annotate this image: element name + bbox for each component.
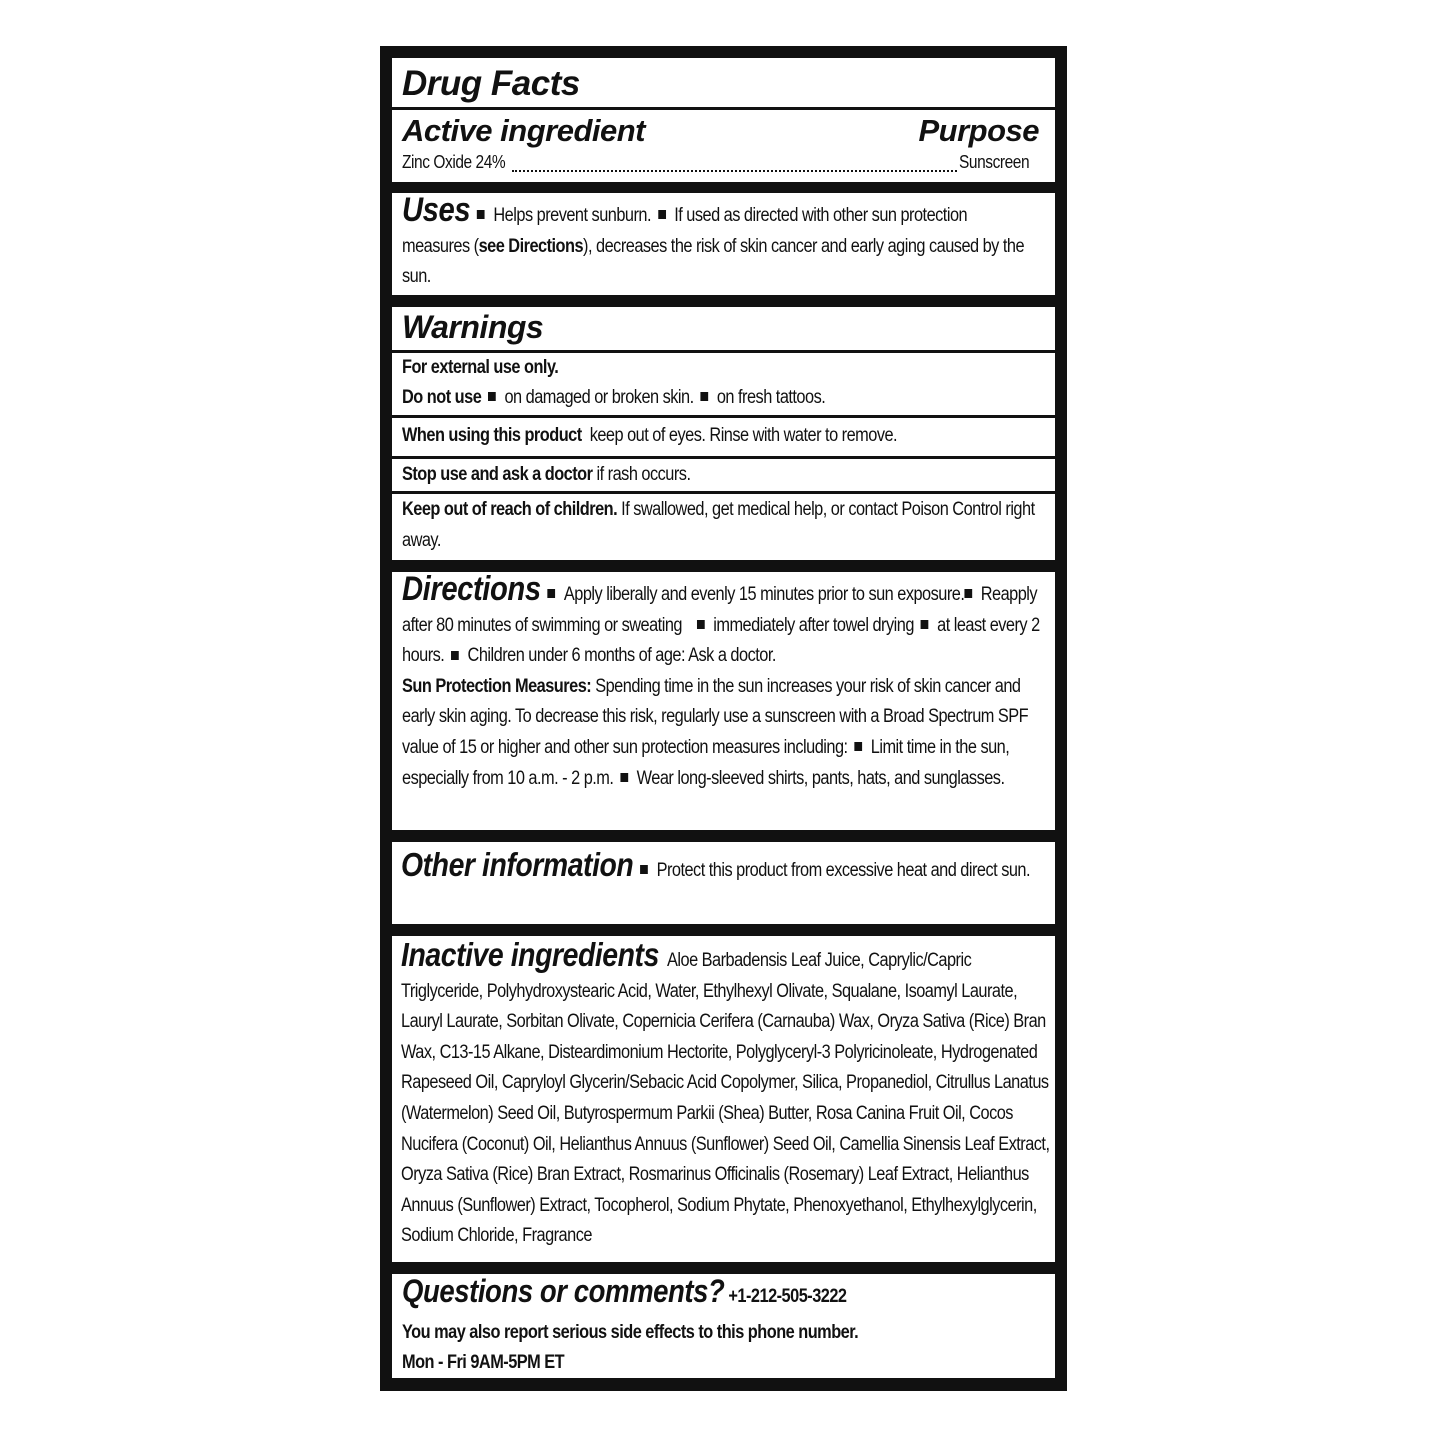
bullet-icon [620,773,628,782]
bullet-icon [854,742,862,751]
phone-number: +1-212-505-3222 [728,1286,847,1307]
active-ingredient-heading: Active ingredient [402,113,645,148]
bullet-icon [697,620,705,629]
uses-title: Uses [402,191,471,229]
purpose-heading: Purpose [918,113,1039,148]
divider [392,415,1055,418]
leader-dots [512,170,957,172]
see-directions: see Directions [478,235,584,257]
uses-item-2-end: ), decreases the risk of skin cancer and early aging caused by the sun. [402,235,1025,288]
do-not-use: Do not use on damaged or broken skin. on fresh tattoos. [402,387,826,408]
directions-title: Directions [402,570,541,608]
bullet-icon [451,651,459,660]
bullet-icon [640,865,648,874]
keep-out-of-reach: Keep out of reach of children. If swallowed, get medical help, or contact Poison Control right away. [402,499,1035,551]
divider [392,456,1055,459]
active-ingredient-name: Zinc Oxide 24% [402,152,506,172]
bullet-icon [548,589,556,598]
bullet-icon [658,210,666,219]
warnings-title: Warnings [402,309,544,345]
questions-title: Questions or comments? [402,1273,725,1309]
inactive-title: Inactive ingredients [401,936,659,973]
bullet-icon [964,589,972,598]
drug-facts-label [380,46,1067,1391]
purpose-value: Sunscreen [959,152,1030,172]
bullet-icon [477,210,485,219]
inactive-text: Inactive ingredients Aloe Barbadensis Leaf Juice, Caprylic/Capric Triglyceride, Polyhydroxystearic Acid, Water, Ethylhexyl Olivate, Squalane, Isoamyl Laurate, Lauryl Laurate, Sorbitan Olivate, Copernicia Cerifera (Carnauba) Wax, Oryza Sativa (Rice) Bran Wax, C13-15 Alkane, Disteardimonium Hectorite, Polyglyceryl-3 Polyricinoleate, Hydrogenated Rapeseed Oil, Capryloyl Glycerin/Sebacic Acid Copolymer, Silica, Propanediol, Citrullus Lanatus (Watermelon) Seed Oil, Butyrospermum Parkii (Shea) Butter, Rosa Canina Fruit Oil, Cocos Nucifera (Coconut) Oil, Helianthus Annuus (Sunflower) Seed Oil, Camellia Sinensis Leaf Extract, Oryza Sativa (Rice) Bran Extract, Rosmarinus Officinalis (Rosemary) Leaf Extract, Helianthus Annuus (Sunflower) Extract, Tocopherol, Sodium Phytate, Phenoxyethanol, Ethylhexylglycerin, Sodium Chloride, Fragrance [401,936,1050,1247]
hours-line: Mon - Fri 9AM-5PM ET [402,1352,565,1373]
drug-facts-panel [392,58,1055,182]
when-using: When using this product keep out of eyes. Rinse with water to remove. [402,425,898,446]
divider [392,491,1055,494]
other-info-text: Other information Protect this product from excessive heat and direct sun. [401,846,1031,883]
bullet-icon [701,392,709,401]
stop-use: Stop use and ask a doctor if rash occurs. [402,464,691,485]
directions-text: Directions Apply liberally and evenly 15 minutes prior to sun exposure. Reapply after 80 minutes of swimming or sweating immediately after towel drying at least every 2 hours. Children under 6 months of age: Ask a doctor. Sun Protection Measures: Spending time in the sun increases your risk of skin cancer and early skin aging. To decrease this risk, regularly use a sunscreen with a Broad Spectrum SPF value of 15 or higher and other sun protection measures including: Limit time in the sun, especially from 10 a.m. - 2 p.m. Wear long-sleeved shirts, pants, hats, and sunglasses. [402,570,1040,789]
uses-item-1: Helps prevent sunburn. [493,205,651,226]
divider [392,107,1055,110]
sun-protection-label: Sun Protection Measures: [402,675,592,697]
bullet-icon [921,620,929,629]
drug-facts-title: Drug Facts [402,64,580,103]
inactive-panel [392,936,1055,1262]
uses-item-2: If used as directed with other sun protection measures ( [402,205,968,257]
uses-text [402,191,1038,293]
uses-panel [392,193,1055,295]
bullet-icon [488,392,496,401]
directions-panel [392,572,1055,830]
other-info-title: Other information [401,846,634,883]
report-line: You may also report serious side effects to this phone number. [402,1322,859,1343]
external-use: For external use only. [402,357,559,378]
other-info-panel [392,842,1055,924]
questions-panel [392,1274,1055,1378]
warnings-panel [392,307,1055,560]
questions-line [402,1273,1056,1313]
